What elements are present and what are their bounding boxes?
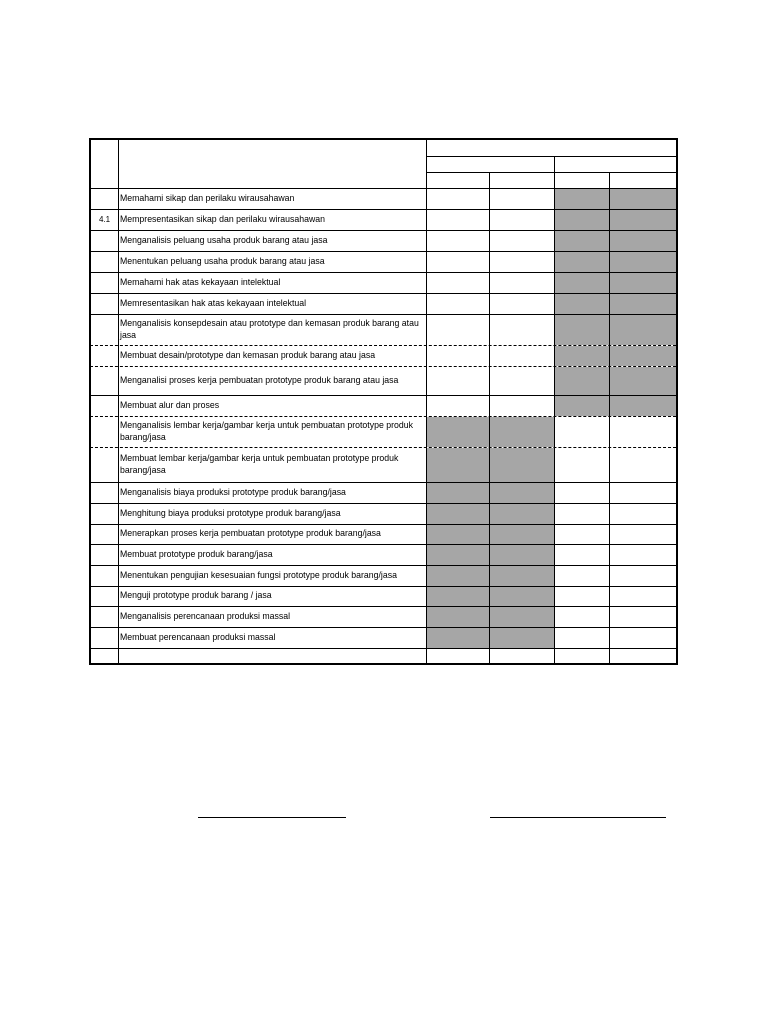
col-line — [489, 188, 490, 663]
competency-label: Menghitung biaya produksi prototype produk barang/jasa — [120, 507, 341, 519]
shaded-cell — [490, 566, 554, 586]
competency-label: Membuat prototype produk barang/jasa — [120, 548, 273, 560]
competency-label: Membuat desain/prototype dan kemasan produk barang atau jasa — [120, 349, 376, 361]
shaded-cell — [490, 607, 554, 627]
signature-line-right — [490, 817, 666, 818]
header-subcol-line — [609, 172, 610, 188]
shaded-cell — [555, 396, 609, 416]
competency-label: Membuat perencanaan produksi massal — [120, 631, 276, 643]
shaded-cell — [490, 545, 554, 565]
competency-label: Menguji prototype produk barang / jasa — [120, 590, 272, 601]
shaded-cell — [427, 545, 489, 565]
shaded-cell — [610, 210, 676, 230]
shaded-cell — [427, 483, 489, 503]
shaded-cell — [555, 273, 609, 293]
shaded-cell — [427, 525, 489, 544]
competency-label: Menganalisis konsepdesain atau prototype dan kemasan produk barang atau jasa — [120, 317, 419, 341]
shaded-cell — [427, 566, 489, 586]
header-divider — [426, 172, 676, 173]
shaded-cell — [610, 189, 676, 209]
shaded-cell — [427, 417, 489, 447]
competency-label: Mempresentasikan sikap dan perilaku wirausahawan — [120, 213, 326, 225]
header-subcol-line — [489, 172, 490, 188]
shaded-cell — [555, 367, 609, 395]
shaded-cell — [490, 483, 554, 503]
competency-label: Memahami hak atas kekayaan intelektual — [120, 276, 281, 288]
shaded-cell — [555, 210, 609, 230]
shaded-cell — [610, 396, 676, 416]
shaded-cell — [610, 367, 676, 395]
shaded-cell — [427, 607, 489, 627]
competency-label: Membuat alur dan proses — [120, 399, 220, 411]
competency-label: Memresentasikan hak atas kekayaan intelektual — [120, 297, 307, 309]
shaded-cell — [610, 231, 676, 251]
header-subcol-line — [554, 156, 555, 188]
shaded-cell — [490, 417, 554, 447]
competency-table — [89, 138, 678, 665]
shaded-cell — [555, 252, 609, 272]
shaded-cell — [490, 628, 554, 648]
competency-label: Membuat lembar kerja/gambar kerja untuk pembuatan prototype produk barang/jasa — [120, 452, 399, 476]
competency-label: Memahami sikap dan perilaku wirausahawan — [120, 192, 295, 204]
competency-label: Menentukan peluang usaha produk barang atau jasa — [120, 255, 325, 267]
shaded-cell — [427, 448, 489, 482]
header-divider — [426, 156, 676, 157]
competency-label: Menganalisi proses kerja pembuatan prototype produk barang atau jasa — [120, 374, 399, 386]
competency-label: Menganalisis peluang usaha produk barang atau jasa — [120, 234, 328, 246]
shaded-cell — [490, 525, 554, 544]
col-line — [554, 188, 555, 663]
shaded-cell — [427, 587, 489, 606]
shaded-cell — [490, 448, 554, 482]
col-line — [609, 188, 610, 663]
shaded-cell — [555, 294, 609, 314]
shaded-cell — [555, 346, 609, 366]
competency-label: Menganalisis lembar kerja/gambar kerja untuk pembuatan prototype produk barang/jasa — [120, 419, 413, 443]
signature-line-left — [198, 817, 346, 818]
shaded-cell — [555, 189, 609, 209]
competency-label: Menentukan pengujian kesesuaian fungsi prototype produk barang/jasa — [120, 569, 397, 581]
competency-label: Menerapkan proses kerja pembuatan prototype produk barang/jasa — [120, 528, 381, 539]
shaded-cell — [427, 628, 489, 648]
shaded-cell — [555, 231, 609, 251]
row-number: 4.1 — [98, 214, 111, 224]
shaded-cell — [610, 346, 676, 366]
shaded-cell — [610, 315, 676, 345]
shaded-cell — [555, 315, 609, 345]
competency-label: Menganalisis biaya produksi prototype produk barang/jasa — [120, 486, 346, 498]
competency-label: Menganalisis perencanaan produksi massal — [120, 610, 291, 622]
shaded-cell — [610, 252, 676, 272]
shaded-cell — [610, 273, 676, 293]
shaded-cell — [610, 294, 676, 314]
col-line — [118, 140, 119, 663]
shaded-cell — [490, 587, 554, 606]
shaded-cell — [490, 504, 554, 524]
shaded-cell — [427, 504, 489, 524]
row-line — [90, 648, 676, 649]
col-line — [426, 140, 427, 663]
